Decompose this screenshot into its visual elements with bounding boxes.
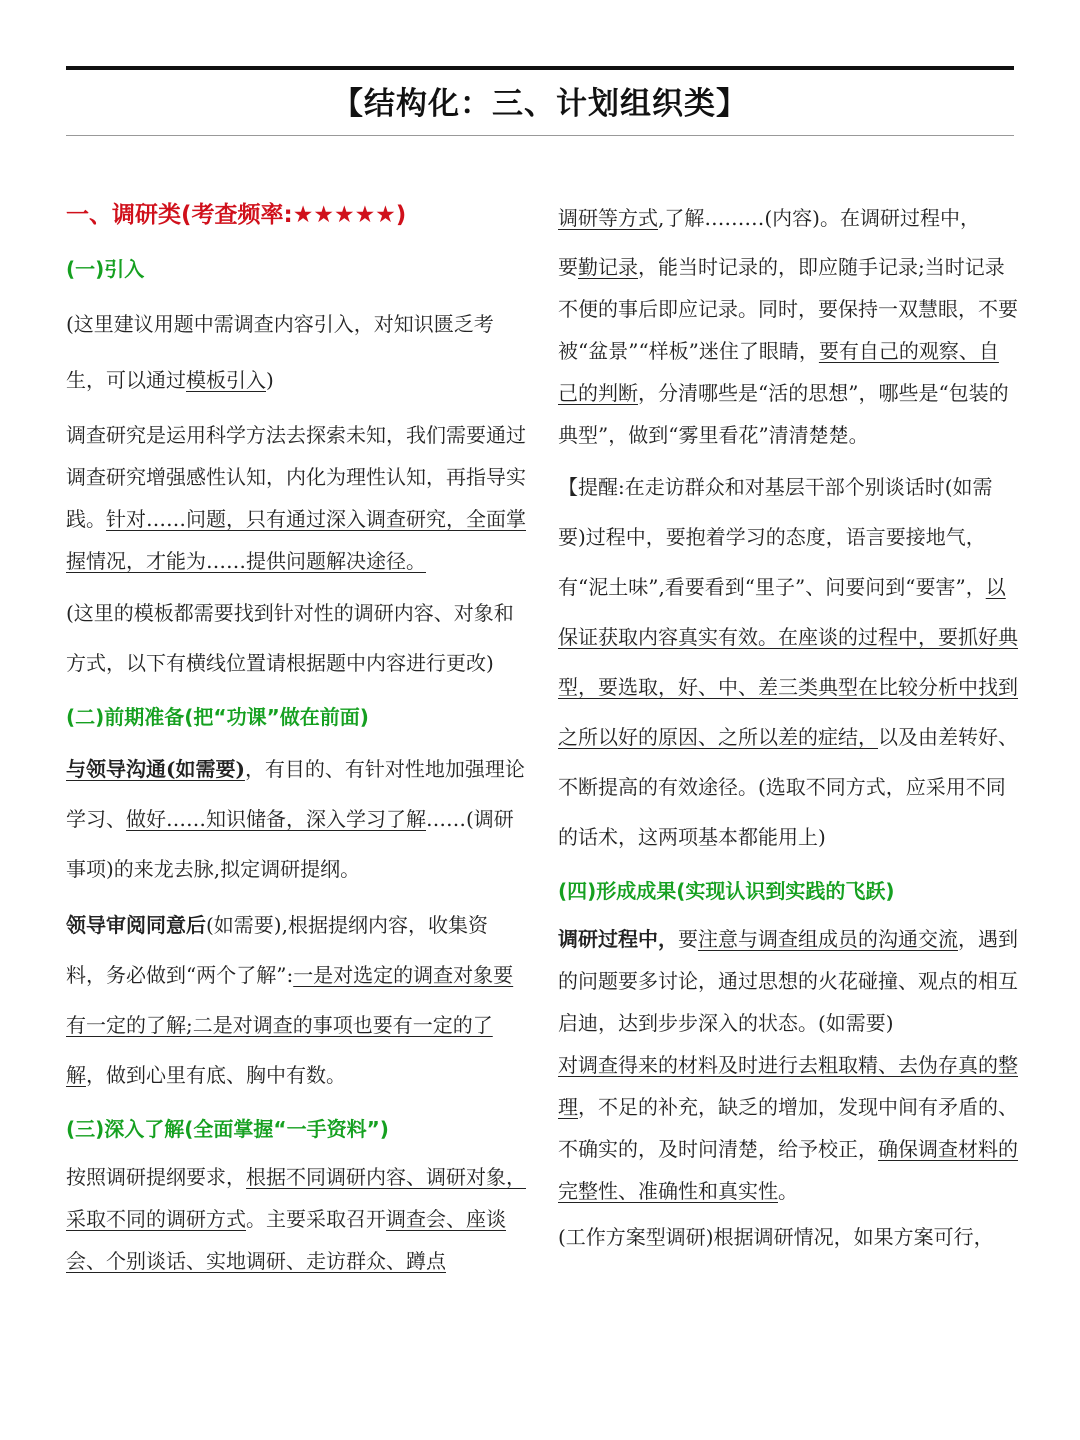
page-title: 【结构化：三、计划组织类】: [332, 86, 748, 122]
title-divider: [66, 135, 1014, 136]
paragraph-reminder: 【提醒:在走访群众和对基层干部个别谈话时(如需要)过程中，要抱着学习的态度，语言要接地气，有“泥土味”,看要看到“里子”、问要问到“要害”，以保证获取内容真实有效。在座谈的过程中，要抓好典型，要选取，好、中、差三类典型在比较分析中找到之所以好的原因、之所以差的症结，以及由差转好、不断提高的有效途径。(选取不同方式，应采用不同的话术，这两项基本都能用上): [558, 475, 1018, 849]
subheading-intro: (一)引入: [66, 257, 145, 281]
paragraph-template-note: (这里的模板都需要找到针对性的调研内容、对象和方式，以下有横线位置请根据题中内容进行更改): [66, 601, 514, 675]
right-column: [558, 190, 1018, 1262]
paragraph-material-processing: 对调查得来的材料及时进行去粗取精、去伪存真的整理，不足的补充，缺乏的增加，发现中间有矛盾的、不确实的，及时问清楚，给予校正，确保调查材料的完整性、准确性和真实性。: [558, 1053, 1018, 1203]
top-rule: [66, 66, 1014, 70]
paragraph-record-observe: 要勤记录，能当时记录的，即应随手记录;当时记录不便的事后即应记录。同时，要保持一双慧眼，不要被“盆景”“样板”迷住了眼睛，要有自己的观察、自己的判断，分清哪些是“活的思想”，哪些是“包装的典型”，做到“雾里看花”清清楚楚。: [558, 255, 1018, 447]
paragraph-intro-body: 调查研究是运用科学方法去探索未知，我们需要通过调查研究增强感性认知，内化为理性认知，再指导实践。针对……问题，只有通过深入调查研究，全面掌握情况，才能为……提供问题解决途径。: [66, 423, 526, 573]
subheading-results: (四)形成成果(实现认识到实践的飞跃): [558, 879, 895, 903]
paragraph-continued-methods: 调研等方式,了解………(内容)。在调研过程中，: [558, 206, 980, 230]
paragraph-preparation: 与领导沟通(如需要)，有目的、有针对性地加强理论学习、做好……知识储备，深入学习了解……(调研事项)的来龙去脉,拟定调研提纲。: [66, 757, 525, 881]
paragraph-team-communication: 调研过程中，要注意与调查组成员的沟通交流，遇到的问题要多讨论，通过思想的火花碰撞、观点的相互启迪，达到步步深入的状态。(如需要): [558, 927, 1018, 1035]
left-column: [66, 190, 526, 1282]
subheading-in-depth: (三)深入了解(全面掌握“一手资料”): [66, 1117, 389, 1141]
paragraph-two-understandings: 领导审阅同意后(如需要),根据提纲内容，收集资料，务必做到“两个了解”:一是对选定的调查对象要有一定的了解;二是对调查的事项也要有一定的了解，做到心里有底、胸中有数。: [66, 913, 514, 1087]
paragraph-in-depth: 按照调研提纲要求，根据不同调研内容、调研对象，采取不同的调研方式。主要采取召开调查会、座谈会、个别谈话、实地调研、走访群众、蹲点: [66, 1165, 526, 1273]
paragraph-work-plan: (工作方案型调研)根据调研情况，如果方案可行，: [558, 1225, 994, 1249]
paragraph-intro-note: (这里建议用题中需调查内容引入，对知识匮乏考生，可以通过模板引入): [66, 312, 494, 392]
subheading-preparation: (二)前期准备(把“功课”做在前面): [66, 705, 369, 729]
section-heading-research: 一、调研类(考查频率:★★★★★): [66, 202, 407, 228]
